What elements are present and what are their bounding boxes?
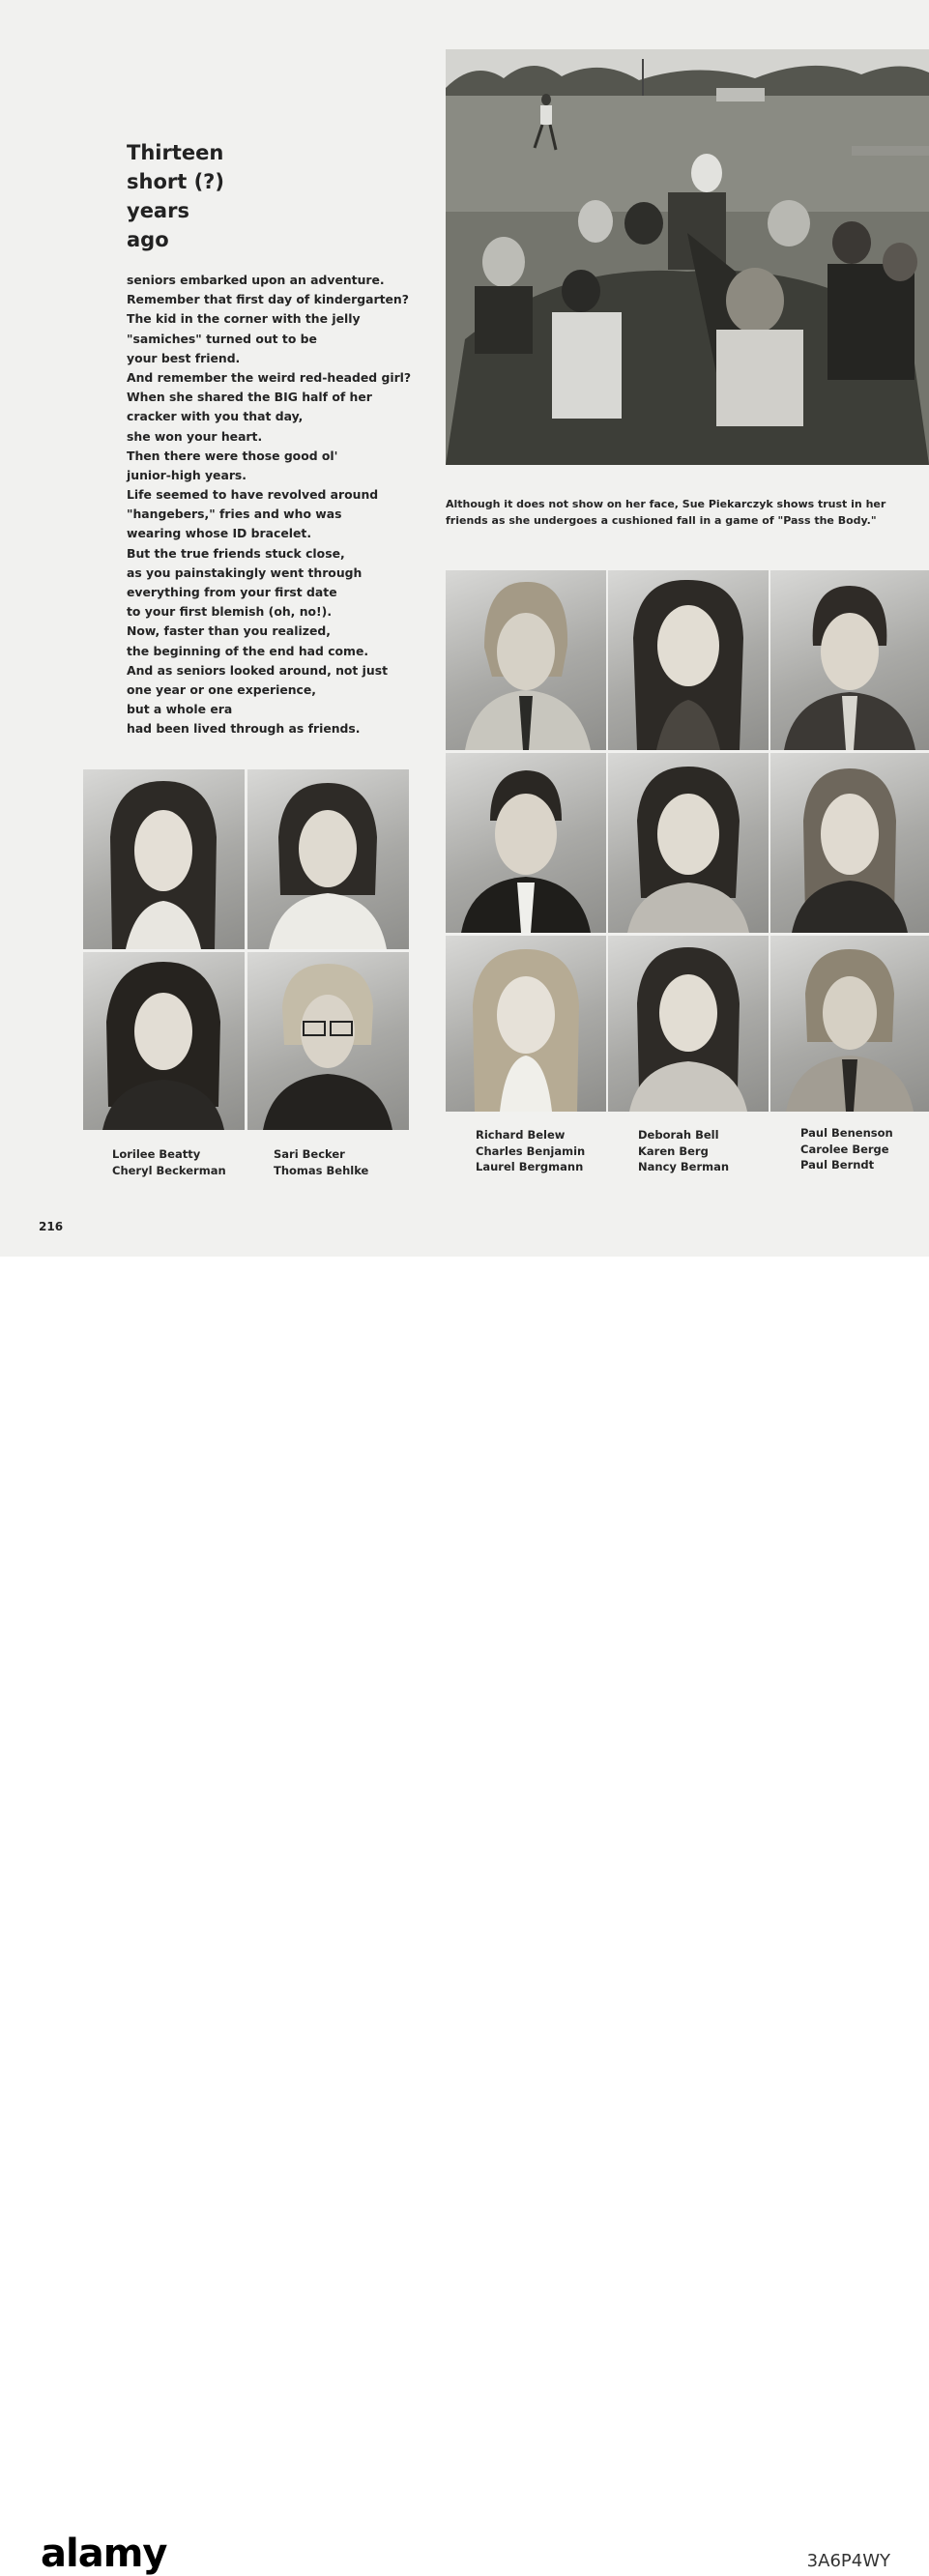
watermark-brand: alamy bbox=[41, 2532, 167, 2576]
caption-line: friends as she undergoes a cushioned fall in a game of "Pass the Body." bbox=[446, 514, 877, 527]
portrait-laurel-bergmann bbox=[446, 936, 606, 1112]
group-photo-illustration bbox=[446, 49, 929, 465]
portrait-karen-berg bbox=[608, 753, 769, 933]
student-name: Deborah Bell bbox=[638, 1128, 719, 1142]
headline-line: Thirteen bbox=[127, 141, 224, 164]
poem-line: she won your heart. bbox=[127, 428, 263, 444]
portrait-paul-benenson bbox=[770, 570, 929, 750]
portrait-illustration bbox=[446, 936, 606, 1112]
student-name: Thomas Behlke bbox=[274, 1163, 369, 1177]
poem-line: the beginning of the end had come. bbox=[127, 643, 369, 658]
student-name: Sari Becker bbox=[274, 1147, 345, 1161]
portrait-lorilee-beatty bbox=[83, 769, 245, 949]
portrait-charles-benjamin bbox=[446, 753, 606, 933]
portrait-sari-becker bbox=[247, 769, 409, 949]
poem-line: And as seniors looked around, not just bbox=[127, 662, 389, 678]
poem-line: everything from your first date bbox=[127, 585, 337, 599]
portrait-illustration bbox=[83, 952, 245, 1130]
headline-line: years bbox=[127, 199, 189, 222]
name-list-left-col1 bbox=[112, 1146, 226, 1178]
caption-line: Although it does not show on her face, Sue Piekarczyk shows trust in her bbox=[446, 498, 886, 510]
student-name: Carolee Berge bbox=[800, 1142, 889, 1156]
student-name: Laurel Bergmann bbox=[476, 1160, 584, 1173]
portrait-carolee-berge bbox=[770, 753, 929, 933]
portrait-illustration bbox=[608, 753, 769, 933]
student-name: Paul Benenson bbox=[800, 1126, 893, 1140]
poem-line: When she shared the BIG half of her bbox=[127, 390, 372, 405]
poem-line: Remember that first day of kindergarten? bbox=[127, 292, 409, 307]
poem-line: Then there were those good ol' bbox=[127, 448, 338, 463]
poem-text bbox=[127, 271, 417, 739]
portrait-illustration bbox=[770, 936, 929, 1112]
name-list-right-col1 bbox=[476, 1127, 585, 1175]
poem-line: cracker with you that day, bbox=[127, 409, 304, 424]
portrait-cheryl-beckerman bbox=[83, 952, 245, 1130]
student-name: Karen Berg bbox=[638, 1143, 709, 1158]
poem-line: Life seemed to have revolved around bbox=[127, 487, 379, 503]
poem-line: wearing whose ID bracelet. bbox=[127, 526, 312, 541]
portrait-illustration bbox=[83, 769, 245, 949]
group-photo bbox=[446, 49, 929, 465]
portrait-illustration bbox=[770, 570, 929, 750]
poem-line: The kid in the corner with the jelly bbox=[127, 311, 361, 327]
poem-line: one year or one experience, bbox=[127, 681, 317, 697]
portrait-illustration bbox=[608, 570, 769, 750]
yearbook-page bbox=[0, 0, 929, 1257]
portrait-paul-berndt bbox=[770, 936, 929, 1112]
poem-line: seniors embarked upon an adventure. bbox=[127, 273, 385, 287]
name-list-right-col3 bbox=[800, 1125, 893, 1173]
poem-line: as you painstakingly went through bbox=[127, 564, 363, 580]
photo-caption bbox=[446, 496, 929, 529]
poem-line: But the true friends stuck close, bbox=[127, 545, 345, 561]
poem-line: junior-high years. bbox=[127, 467, 247, 482]
page-number: 216 bbox=[39, 1220, 64, 1233]
poem-line: Now, faster than you realized, bbox=[127, 623, 331, 639]
student-name: Charles Benjamin bbox=[476, 1143, 586, 1158]
name-list-right-col2 bbox=[638, 1127, 729, 1175]
poem-line: "hangebers," fries and who was bbox=[127, 507, 342, 522]
portrait-illustration bbox=[446, 753, 606, 933]
portrait-deborah-bell bbox=[608, 570, 769, 750]
student-name: Cheryl Beckerman bbox=[112, 1163, 226, 1177]
portrait-illustration bbox=[608, 936, 769, 1112]
portrait-thomas-behlke bbox=[247, 952, 409, 1130]
student-name: Lorilee Beatty bbox=[112, 1147, 201, 1161]
poem-line: had been lived through as friends. bbox=[127, 721, 361, 737]
portrait-illustration bbox=[247, 952, 409, 1130]
portrait-illustration bbox=[247, 769, 409, 949]
student-name: Paul Berndt bbox=[800, 1158, 875, 1172]
poem-line: but a whole era bbox=[127, 702, 233, 717]
poem-line: And remember the weird red-headed girl? bbox=[127, 369, 412, 385]
poem-line: your best friend. bbox=[127, 350, 241, 365]
student-name: Nancy Berman bbox=[638, 1160, 730, 1173]
headline-line: short (?) bbox=[127, 170, 224, 193]
portrait-illustration bbox=[446, 570, 606, 750]
portrait-richard-belew bbox=[446, 570, 606, 750]
watermark-bar bbox=[0, 1257, 929, 2576]
student-name: Richard Belew bbox=[476, 1128, 566, 1142]
headline-line: ago bbox=[127, 228, 169, 251]
portrait-illustration bbox=[770, 753, 929, 933]
watermark-image-id: 3A6P4WY bbox=[806, 2551, 890, 2571]
headline bbox=[127, 138, 320, 254]
portrait-nancy-berman bbox=[608, 936, 769, 1112]
poem-line: to your first blemish (oh, no!). bbox=[127, 604, 333, 620]
poem-line: "samiches" turned out to be bbox=[127, 331, 317, 346]
name-list-left-col2 bbox=[274, 1146, 368, 1178]
